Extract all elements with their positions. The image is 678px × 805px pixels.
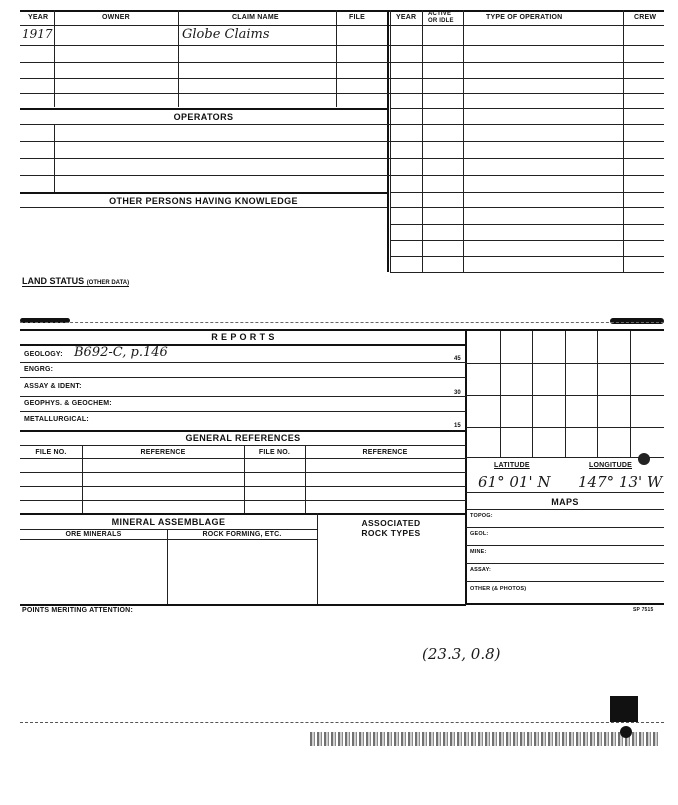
maps-title: MAPS <box>551 497 579 507</box>
header-owner: OWNER <box>102 14 130 21</box>
geology-label: GEOLOGY: <box>24 351 63 358</box>
col-file-no: FILE NO. <box>35 449 67 456</box>
col-file-no-2: FILE NO. <box>258 449 291 456</box>
form-code: SP 7515 <box>633 607 654 613</box>
scale-15: 15 <box>454 423 461 429</box>
scale-30: 30 <box>454 390 461 396</box>
geology-value: B692-C, p.146 <box>74 345 168 360</box>
handwritten-coordinates-note: (23.3, 0.8) <box>422 645 501 663</box>
scan-artifact-noise <box>310 732 660 746</box>
header-year-right: YEAR <box>396 14 417 21</box>
maps-mine: MINE: <box>470 549 487 555</box>
latitude-value: 61° 01' N <box>478 473 551 491</box>
metallurgical-label: METALLURGICAL: <box>24 416 89 423</box>
maps-topog: TOPOG: <box>470 513 493 519</box>
maps-other: OTHER (& PHOTOS) <box>470 586 527 592</box>
entry-claim-name: Globe Claims <box>182 27 270 42</box>
mineral-assemblage-title: MINERAL ASSEMBLAGE <box>111 517 226 527</box>
scan-smudge-right <box>610 318 664 324</box>
operators-label: OPERATORS <box>173 112 234 122</box>
header-claim-name: CLAIM NAME <box>232 14 279 21</box>
points-meriting-attention: POINTS MERITING ATTENTION: <box>22 607 133 614</box>
header-or-idle: OR IDLE <box>428 18 454 24</box>
ore-minerals-label: ORE MINERALS <box>65 531 122 538</box>
header-type-of-operation: TYPE OF OPERATION <box>486 14 563 21</box>
header-active: ACTIVE <box>428 11 452 17</box>
engrg-label: ENGRG: <box>24 366 54 373</box>
scan-artifact-line <box>20 722 664 723</box>
scan-artifact-dot <box>620 726 632 738</box>
scale-45: 45 <box>454 356 461 362</box>
col-reference: REFERENCE <box>140 449 186 456</box>
general-references-title: GENERAL REFERENCES <box>185 433 301 443</box>
header-year: YEAR <box>28 14 49 21</box>
longitude-label: LONGITUDE <box>589 462 633 469</box>
associated-label: ASSOCIATED <box>361 518 421 528</box>
header-file: FILE <box>349 14 365 21</box>
scan-artifact-block <box>610 696 638 722</box>
other-persons-label: OTHER PERSONS HAVING KNOWLEDGE <box>109 196 298 206</box>
rock-types-label: ROCK TYPES <box>361 528 421 538</box>
reports-title: R E P O R T S <box>211 332 275 342</box>
maps-geol: GEOL: <box>470 531 489 537</box>
geophys-label: GEOPHYS. & GEOCHEM: <box>24 400 112 407</box>
header-crew: CREW <box>634 14 657 21</box>
maps-assay: ASSAY: <box>470 567 492 573</box>
rock-forming-label: ROCK FORMING, ETC. <box>202 531 282 538</box>
entry-year: 1917 <box>22 27 53 41</box>
col-reference-2: REFERENCE <box>362 449 408 456</box>
punch-hole-dot <box>638 453 650 465</box>
assay-label: ASSAY & IDENT: <box>24 383 82 390</box>
land-status-label: LAND STATUS (OTHER DATA) <box>22 276 130 286</box>
latitude-label: LATITUDE <box>494 462 530 469</box>
longitude-value: 147° 13' W <box>578 473 663 491</box>
